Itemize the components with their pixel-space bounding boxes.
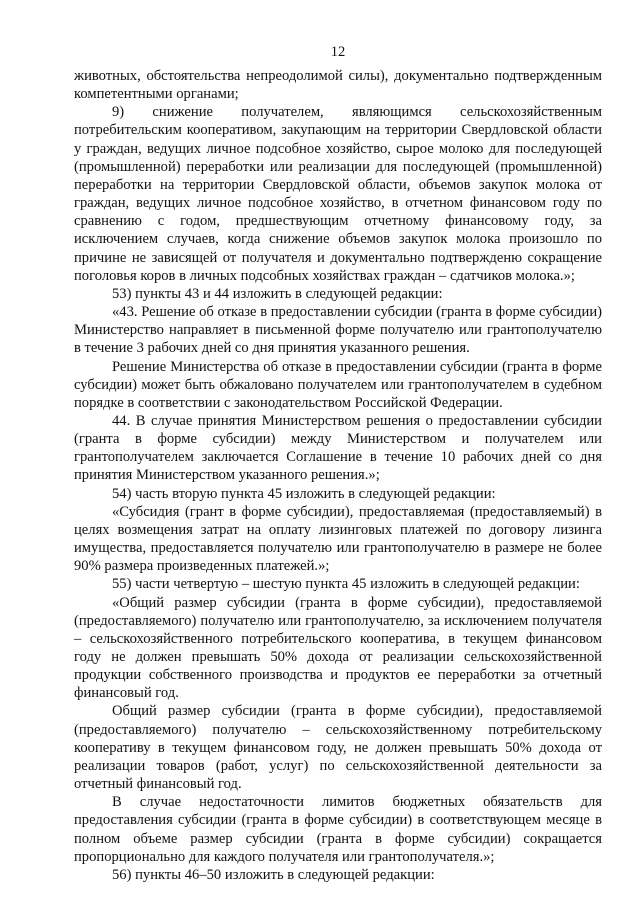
paragraph: «Субсидия (грант в форме субсидии), предоставляемая (предоставляемый) в целях возмещения затрат на оплату лизинговых платежей по договору лизинга имущества, предоставляется получателю или грантополучателю в размере не более 90% размера произведенных платежей.»; <box>74 503 602 575</box>
paragraph: 54) часть вторую пункта 45 изложить в следующей редакции: <box>112 485 496 502</box>
paragraph: 9) снижение получателем, являющимся сельскохозяйственным потребительским кооперативом, закупающим на территории Свердловской области у граждан, ведущих личное подсобное хозяйство, сырое молоко для последующей (промышленной) переработки или реализации для последующей (промышленной) переработки на территории Свердловской области, объемов закупок молока от граждан, ведущих личное подсобное хозяйство, в отчетном финансовом году по сравнению с годом, предшествующим отчетному финансовому году, за исключением случаев, когда снижение объемов закупок молока произошло по причине не зависящей от получателя и документально подтвержденю сокращение поголовья коров в личных подсобных хозяйствах граждан – сдатчиков молока.»; <box>74 104 602 284</box>
page-number: 12 <box>330 44 346 60</box>
paragraph: Общий размер субсидии (гранта в форме субсидии), предоставляемой (предоставляемого) получателю – сельскохозяйственному потребительскому кооперативу в текущем финансовом году, не должен превышать 50% дохода от реализации товаров (работ, услуг) по сельскохозяйственной деятельности за отчетный финансовый год. <box>74 703 602 793</box>
paragraph: «Общий размер субсидии (гранта в форме субсидии), предоставляемой (предоставляемого) получателю или грантополучателю, за исключением получателя – сельскохозяйственного потребительского кооператива, в текущем финансовом году не должен превышать 50% дохода от реализации сельскохозяйственной продукции собственного производства и продуктов ее переработки за отчетный финансовый год. <box>74 594 602 702</box>
paragraph: Решение Министерства об отказе в предоставлении субсидии (гранта в форме субсидии) может быть обжаловано получателем или грантополучателем в судебном порядке в соответствии с законодательством Российской Федерации. <box>74 358 602 411</box>
paragraph: 44. В случае принятия Министерством решения о предоставлении субсидии (гранта в форме субсидии) между Министерством и получателем или грантополучателем заключается Соглашение в течение 10 рабочих дней со дня принятия Министерством указанного решения.»; <box>74 412 602 484</box>
paragraph: 55) части четвертую – шестую пункта 45 изложить в следующей редакции: <box>112 576 580 593</box>
paragraph: 53) пункты 43 и 44 изложить в следующей редакции: <box>112 285 443 302</box>
paragraph: 56) пункты 46–50 изложить в следующей редакции: <box>112 866 435 883</box>
paragraph: «43. Решение об отказе в предоставлении субсидии (гранта в форме субсидии) Министерство направляет в письменной форме получателю или грантополучателю в течение 3 рабочих дней со дня принятия указанного решения. <box>74 304 602 357</box>
paragraph: животных, обстоятельства непреодолимой силы), документально подтвержденным компетентными органами; <box>74 68 602 103</box>
document-body <box>74 67 602 884</box>
paragraph: В случае недостаточности лимитов бюджетных обязательств для предоставления субсидии (гранта в форме субсидии) в соответствующем месяце в полном объеме размер субсидии (гранта в форме субсидии) сокращается пропорционально для каждого получателя или грантополучателя.»; <box>74 794 602 865</box>
